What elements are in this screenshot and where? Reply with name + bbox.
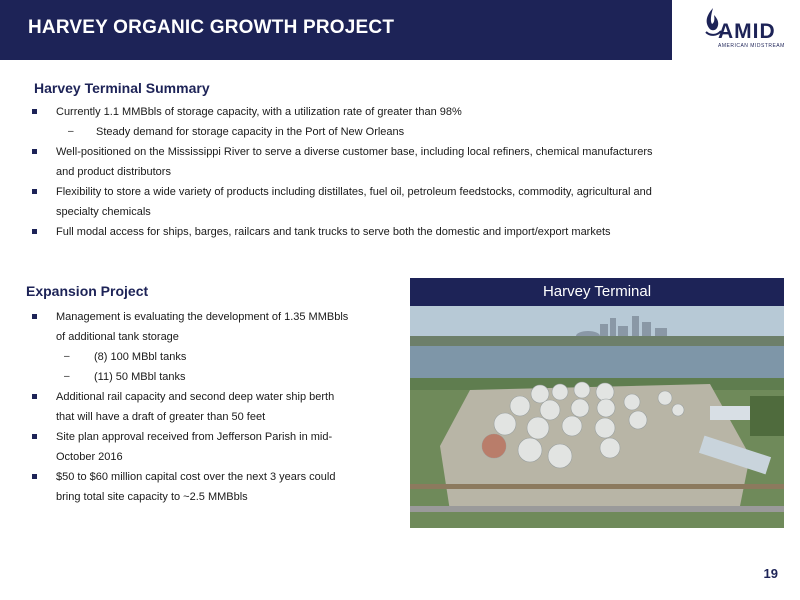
sub-bullet-item: – Steady demand for storage capacity in the Port of New Orleans (26, 122, 766, 142)
photo-caption: Harvey Terminal (410, 278, 784, 306)
bullet-item: specialty chemicals (56, 206, 151, 218)
company-logo (672, 0, 800, 60)
bullet-item: Full modal access for ships, barges, railcars and tank trucks to serve both the domestic and import/export markets (26, 222, 766, 242)
bullet-item: Site plan approval received from Jefferson Parish in mid- (26, 427, 396, 447)
logo-subtext: AMERICAN MIDSTREAM (718, 43, 785, 49)
sub-bullet-item: – (8) 100 MBbl tanks (26, 347, 396, 367)
page-number: 19 (763, 566, 778, 581)
sub-bullet-item: – (11) 50 MBbl tanks (26, 367, 396, 387)
bullet-item: October 2016 (56, 451, 123, 463)
bullet-item: Flexibility to store a wide variety of products including distillates, fuel oil, petroleum feedstocks, commodity, agricultural and (26, 182, 766, 202)
bullet-item: of additional tank storage (56, 331, 179, 343)
slide-header (0, 0, 800, 60)
bullet-item: and product distributors (56, 166, 171, 178)
slide-title: HARVEY ORGANIC GROWTH PROJECT (28, 17, 395, 38)
bullet-item: Currently 1.1 MMBbls of storage capacity, with a utilization rate of greater than 98% (26, 102, 766, 122)
terminal-aerial-photo (410, 306, 784, 528)
bullet-item: bring total site capacity to ~2.5 MMBbls (56, 491, 248, 503)
bullet-item: $50 to $60 million capital cost over the next 3 years could (26, 467, 396, 487)
bullet-item: Additional rail capacity and second deep water ship berth (26, 387, 396, 407)
logo-wordmark: AMID (718, 20, 776, 43)
bullet-item: that will have a draft of greater than 50 feet (56, 411, 266, 423)
bullet-item: Management is evaluating the development of 1.35 MMBbls (26, 307, 396, 327)
expansion-bullet-list (26, 307, 396, 507)
expansion-heading: Expansion Project (26, 283, 149, 299)
summary-bullet-list (26, 102, 766, 242)
summary-heading: Harvey Terminal Summary (34, 80, 210, 96)
bullet-item: Well-positioned on the Mississippi River to serve a diverse customer base, including local refiners, chemical manufacturers (26, 142, 766, 162)
